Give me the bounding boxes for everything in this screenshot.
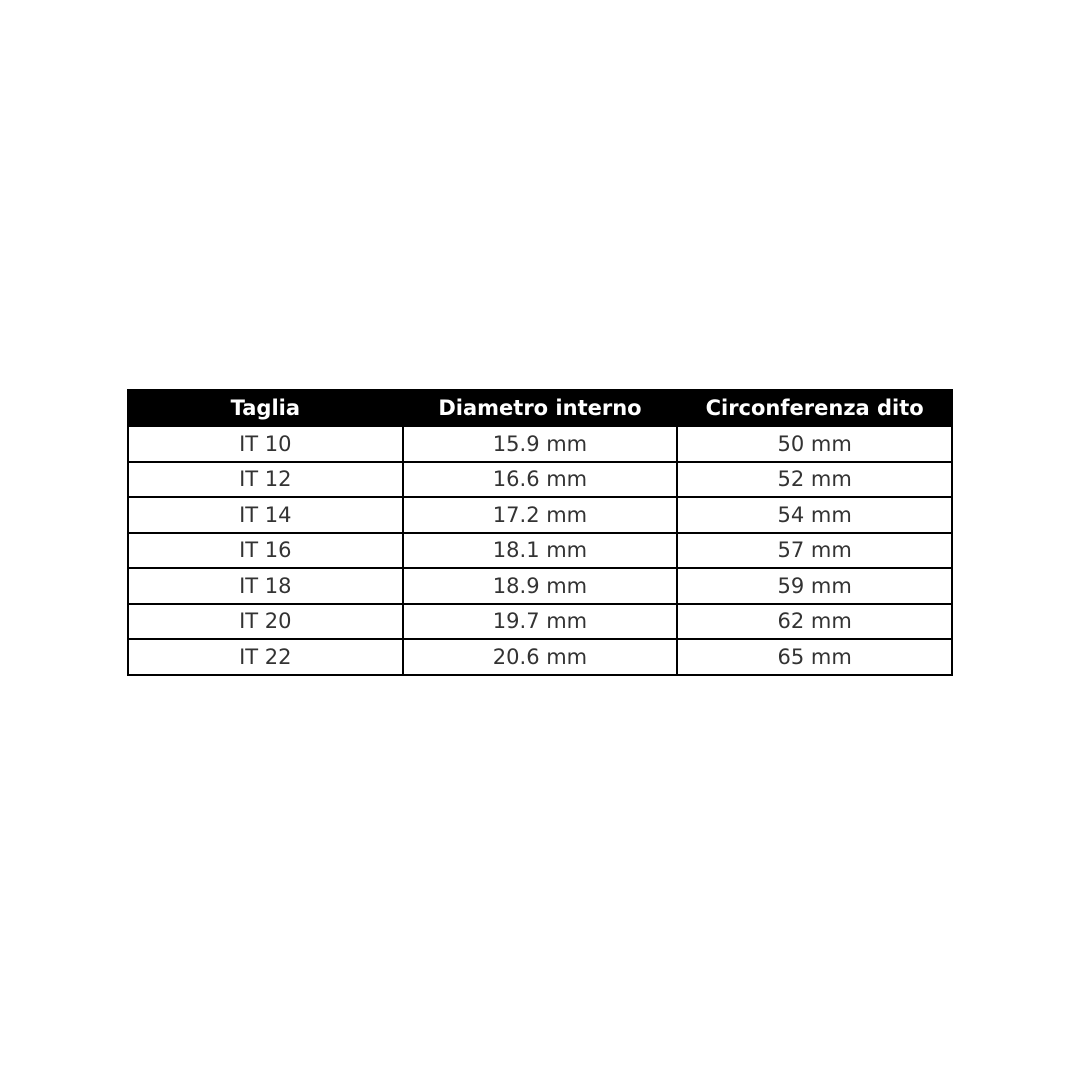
- cell-inner-diameter: 17.2 mm: [403, 497, 678, 533]
- cell-finger-circumference: 54 mm: [677, 497, 952, 533]
- table-row: [128, 426, 952, 462]
- cell-finger-circumference: 50 mm: [677, 426, 952, 462]
- cell-size: IT 12: [128, 462, 403, 498]
- cell-size: IT 16: [128, 533, 403, 569]
- cell-finger-circumference: 62 mm: [677, 604, 952, 640]
- ring-size-table: [127, 389, 953, 676]
- cell-inner-diameter: 18.1 mm: [403, 533, 678, 569]
- cell-size: IT 22: [128, 639, 403, 675]
- table-row: [128, 568, 952, 604]
- cell-finger-circumference: 59 mm: [677, 568, 952, 604]
- cell-inner-diameter: 15.9 mm: [403, 426, 678, 462]
- cell-inner-diameter: 18.9 mm: [403, 568, 678, 604]
- header-finger-circumference: Circonferenza dito: [677, 390, 952, 426]
- header-inner-diameter: Diametro interno: [403, 390, 678, 426]
- table-row: [128, 462, 952, 498]
- table-row: [128, 604, 952, 640]
- table-body: [128, 426, 952, 675]
- table-row: [128, 497, 952, 533]
- cell-size: IT 14: [128, 497, 403, 533]
- cell-size: IT 18: [128, 568, 403, 604]
- cell-inner-diameter: 19.7 mm: [403, 604, 678, 640]
- ring-size-table-container: [127, 389, 953, 676]
- table-row: [128, 639, 952, 675]
- header-row: [128, 390, 952, 426]
- table-row: [128, 533, 952, 569]
- cell-size: IT 10: [128, 426, 403, 462]
- cell-size: IT 20: [128, 604, 403, 640]
- cell-inner-diameter: 20.6 mm: [403, 639, 678, 675]
- cell-finger-circumference: 65 mm: [677, 639, 952, 675]
- header-size: Taglia: [128, 390, 403, 426]
- cell-finger-circumference: 57 mm: [677, 533, 952, 569]
- cell-finger-circumference: 52 mm: [677, 462, 952, 498]
- table-header: [128, 390, 952, 426]
- cell-inner-diameter: 16.6 mm: [403, 462, 678, 498]
